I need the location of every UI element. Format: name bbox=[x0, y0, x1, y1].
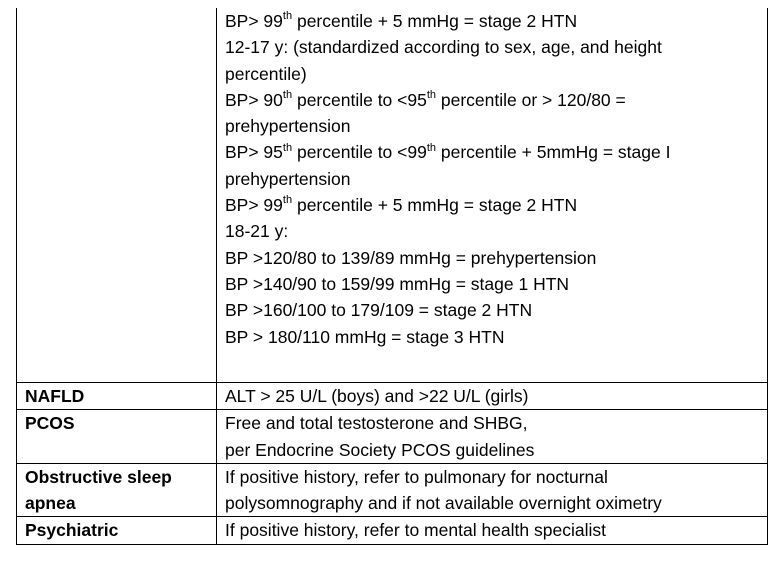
bp-line-1: BP> 99th percentile + 5 mmHg = stage 2 HTN bbox=[225, 10, 578, 31]
bp-line-13: BP > 180/110 mmHg = stage 3 HTN bbox=[225, 326, 505, 347]
table-row-sleep-apnea bbox=[17, 463, 768, 517]
bp-line-6: BP> 95th percentile to <99th percentile + 5mmHg = stage I bbox=[225, 141, 671, 163]
screening-table bbox=[16, 8, 768, 545]
bp-line-5: prehypertension bbox=[225, 116, 351, 137]
pcos-criteria-cell: Free and total testosterone and SHBG, per Endocrine Society PCOS guidelines bbox=[217, 410, 768, 464]
bp-line-7: prehypertension bbox=[225, 168, 351, 189]
bp-line-12: BP >160/100 to 179/109 = stage 2 HTN bbox=[225, 300, 533, 321]
bp-line-10: BP >120/80 to 139/89 mmHg = prehypertension bbox=[225, 247, 597, 268]
table-row-blood-pressure bbox=[17, 8, 768, 383]
row-label-nafld: NAFLD bbox=[17, 383, 217, 410]
psychiatric-criteria-cell: If positive history, refer to mental health specialist bbox=[217, 517, 768, 544]
bp-line-3: percentile) bbox=[225, 63, 307, 84]
bp-line-11: BP >140/90 to 159/99 mmHg = stage 1 HTN bbox=[225, 273, 570, 294]
bp-line-9: 18-21 y: bbox=[225, 221, 289, 242]
table-row-psychiatric bbox=[17, 517, 768, 544]
nafld-criteria-cell: ALT > 25 U/L (boys) and >22 U/L (girls) bbox=[217, 383, 768, 410]
row-label-sleep-apnea: Obstructive sleep apnea bbox=[17, 463, 217, 517]
bp-line-4: BP> 90th percentile to <95th percentile or > 120/80 = bbox=[225, 89, 626, 110]
row-label-cell bbox=[17, 8, 217, 383]
row-label-pcos: PCOS bbox=[17, 410, 217, 464]
bp-line-2: 12-17 y: (standardized according to sex, age, and height bbox=[225, 37, 662, 58]
table-row-nafld bbox=[17, 383, 768, 410]
row-label-psychiatric: Psychiatric bbox=[17, 517, 217, 544]
table-row-pcos bbox=[17, 410, 768, 464]
sleep-apnea-criteria-cell: If positive history, refer to pulmonary for nocturnal polysomnography and if not available overnight oximetry bbox=[217, 463, 768, 517]
bp-line-8: BP> 99th percentile + 5 mmHg = stage 2 HTN bbox=[225, 194, 578, 216]
bp-criteria-cell bbox=[217, 8, 768, 383]
